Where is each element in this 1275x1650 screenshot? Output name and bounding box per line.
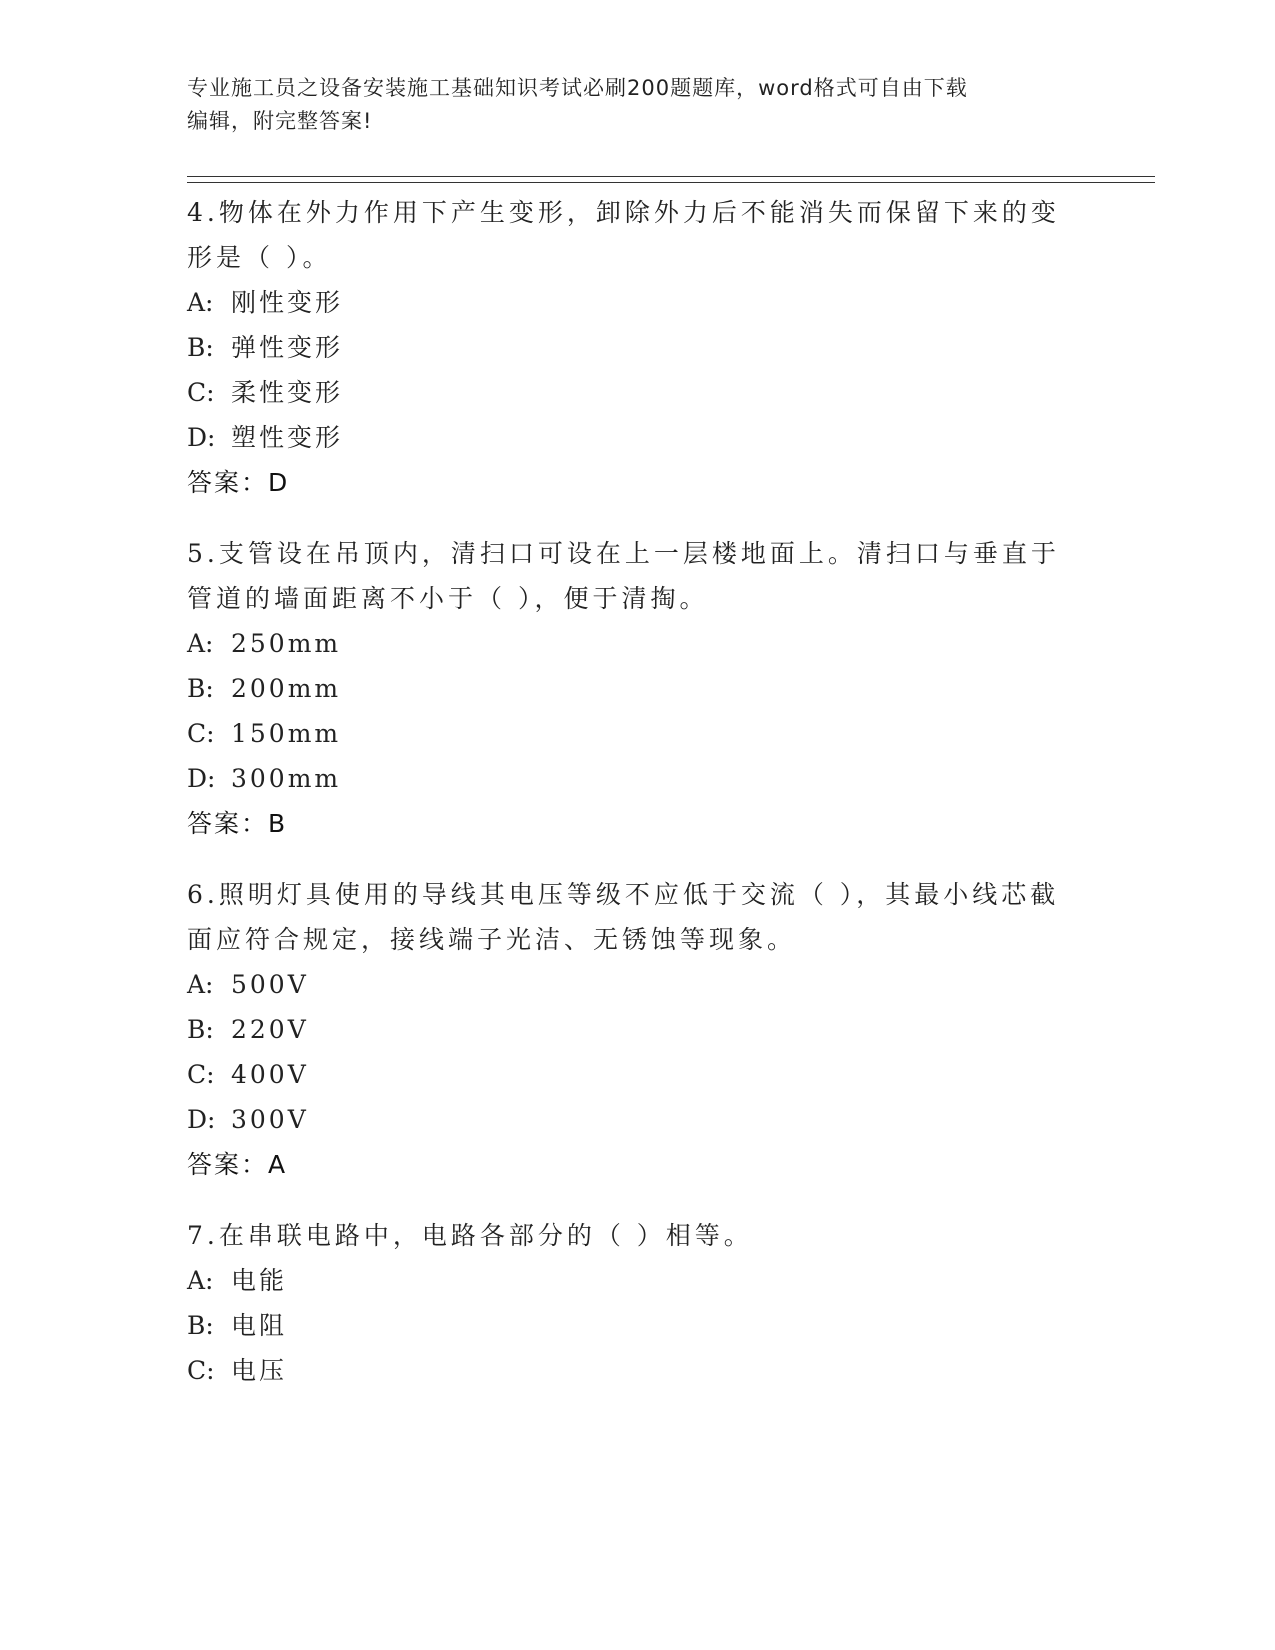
- question-item: [187, 190, 1087, 505]
- header-divider-top: [187, 176, 1155, 177]
- option-c: [187, 370, 1087, 415]
- question-item: [187, 1213, 1087, 1393]
- question-item: [187, 531, 1087, 846]
- option-key: D:: [187, 1105, 216, 1134]
- answer-line: 答案：B: [187, 809, 288, 838]
- question-stem-line: 7.在串联电路中，电路各部分的（ ）相等。: [187, 1221, 753, 1250]
- option-text: 200mm: [231, 674, 342, 703]
- option-c: [187, 1348, 1087, 1393]
- option-a: [187, 621, 1087, 666]
- option-key: B:: [187, 1311, 214, 1340]
- option-text: 500V: [231, 970, 309, 999]
- question-list: [187, 190, 1087, 1419]
- document-header: [187, 72, 1067, 138]
- question-stem-line: 4.物体在外力作用下产生变形，卸除外力后不能消失而保留下来的变: [187, 198, 1060, 227]
- option-text: 弹性变形: [231, 333, 344, 362]
- option-text: 刚性变形: [231, 288, 344, 317]
- option-key: A:: [187, 629, 214, 658]
- option-text: 220V: [231, 1015, 309, 1044]
- question-stem-line: 管道的墙面距离不小于（ ），便于清掏。: [187, 584, 709, 613]
- option-text: 250mm: [231, 629, 342, 658]
- header-title-line-2: 编辑，附完整答案!: [187, 109, 373, 133]
- option-key: B:: [187, 333, 214, 362]
- option-key: B:: [187, 674, 214, 703]
- question-stem-line: 6.照明灯具使用的导线其电压等级不应低于交流（ ），其最小线芯截: [187, 880, 1060, 909]
- option-d: [187, 756, 1087, 801]
- option-text: 300V: [231, 1105, 309, 1134]
- option-b: [187, 1007, 1087, 1052]
- option-key: C:: [187, 1060, 215, 1089]
- option-key: B:: [187, 1015, 214, 1044]
- question-stem-line: 面应符合规定，接线端子光洁、无锈蚀等现象。: [187, 925, 797, 954]
- option-key: C:: [187, 719, 215, 748]
- option-key: D:: [187, 764, 216, 793]
- option-text: 电阻: [231, 1311, 288, 1340]
- header-divider-bottom: [187, 182, 1155, 183]
- option-key: C:: [187, 1356, 215, 1385]
- option-c: [187, 1052, 1087, 1097]
- option-text: 电压: [231, 1356, 288, 1385]
- option-text: 电能: [231, 1266, 288, 1295]
- option-key: A:: [187, 970, 214, 999]
- option-d: [187, 415, 1087, 460]
- option-a: [187, 280, 1087, 325]
- question-item: [187, 872, 1087, 1187]
- question-stem-line: 5.支管设在吊顶内，清扫口可设在上一层楼地面上。清扫口与垂直于: [187, 539, 1060, 568]
- option-key: C:: [187, 378, 215, 407]
- option-c: [187, 711, 1087, 756]
- option-text: 柔性变形: [231, 378, 344, 407]
- option-text: 150mm: [231, 719, 342, 748]
- option-key: A:: [187, 288, 214, 317]
- option-b: [187, 325, 1087, 370]
- option-text: 塑性变形: [231, 423, 344, 452]
- answer-line: 答案：A: [187, 1150, 288, 1179]
- question-stem-line: 形是（ ）。: [187, 243, 332, 272]
- option-text: 400V: [231, 1060, 309, 1089]
- option-a: [187, 1258, 1087, 1303]
- option-d: [187, 1097, 1087, 1142]
- header-title-line-1: 专业施工员之设备安装施工基础知识考试必刷200题题库，word格式可自由下载: [187, 76, 968, 100]
- option-b: [187, 1303, 1087, 1348]
- option-key: A:: [187, 1266, 214, 1295]
- option-text: 300mm: [231, 764, 342, 793]
- option-b: [187, 666, 1087, 711]
- option-key: D:: [187, 423, 216, 452]
- answer-line: 答案：D: [187, 468, 290, 497]
- option-a: [187, 962, 1087, 1007]
